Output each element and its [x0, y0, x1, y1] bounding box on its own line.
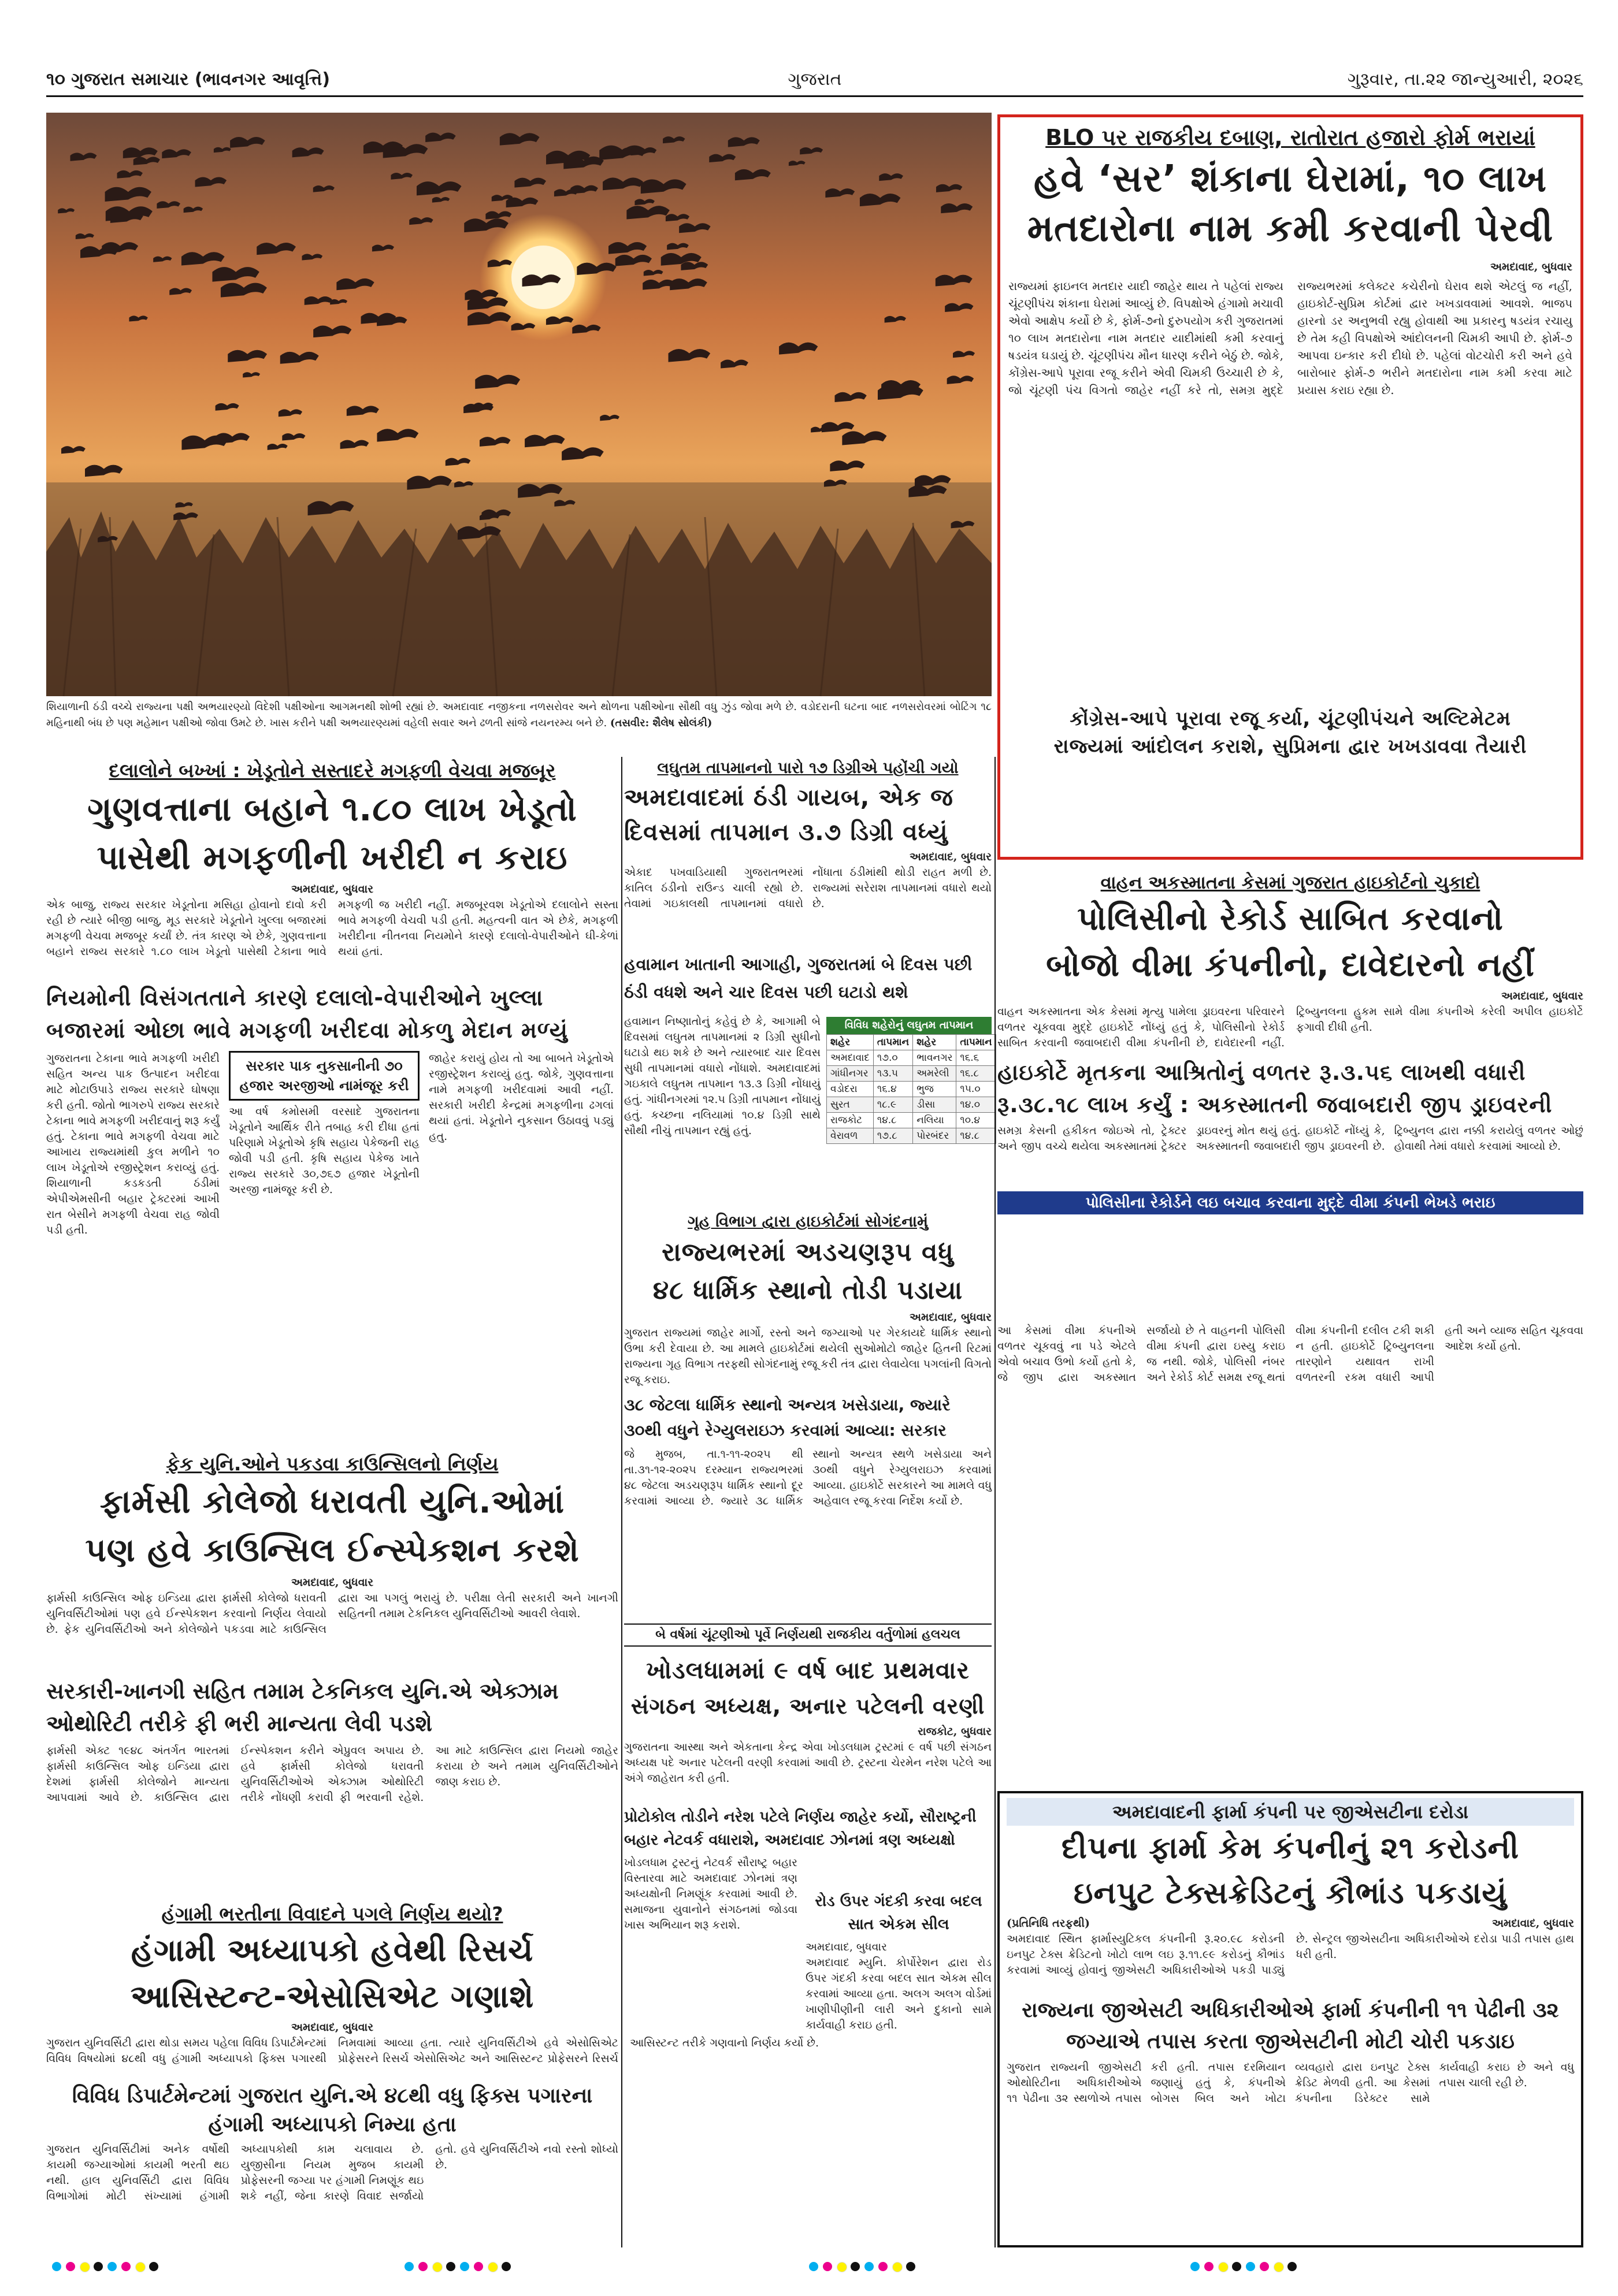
registration-dot [418, 2262, 428, 2271]
temperature-table-row [827, 1050, 996, 1066]
temperature-kicker: લઘુતમ તાપમાનનો પારો ૧૭ ડિગ્રીએ પહોંચી ગયો [657, 759, 959, 777]
registration-dot [1287, 2262, 1297, 2271]
gst-body: અમદાવાદ સ્થિત ફાર્માસ્યુટિકલ કંપનીની રૂ.૨૦.૯૮ કરોડની ઇનપુટ ટેક્સ ક્રેડિટનો ખોટો લાભ લઇ રૂ.૧૧.૯૯ કરોડનું કૌભાંડ કરવામાં આવ્યું હોવાનું જીએસટી અધિકારીઓએ પકડી પાડ્યું છે. સેન્ટ્રલ જીએસટીના અધિકારીઓએ દરોડા પાડી તપાસ હાથ ધરી હતી. [1007, 1933, 1574, 1977]
pharmacy-headline-line2: પણ હવે કાઉન્સિલ ઈન્સ્પેકશન કરશે [85, 1532, 580, 1569]
blo-headline-line1: હવે ‘સર’ શંકાના ઘેરામાં, ૧૦ લાખ [1033, 158, 1548, 200]
professor-article [46, 1901, 819, 2247]
temperature-table-grid [826, 1034, 996, 1144]
groundnut-subhead: નિયમોની વિસંગતતાને કારણે દલાલો-વેપારીઓને ખુલ્લા બજારમાં ઓછા ભાવે મગફળી ખરીદવા મોકળુ મેદાન મળ્યું [46, 985, 568, 1043]
khodaldham-article [624, 1652, 992, 2230]
blo-body: રાજ્યમાં ફાઇનલ મતદાર યાદી જાહેર થાય તે પહેલાં રાજ્ય ચૂંટણીપંચ શંકાના ઘેરામાં આવ્યું છે. વિપક્ષોએ હંગામો મચાવી એવો આક્ષેપ કર્યો છે કે, ફોર્મ-૭નો દુરુપયોગ કરી ગુજરાતમાં ૧૦ લાખ મતદારોના નામ મતદાર યાદીમાંથી કમી કરવાનું ષડયંત્ર ઘડાયું છે. ચૂંટણીપંચ મૌન ધારણ કરીને બેઠું છે. જોકે, કોંગ્રેસ-આપે પૂરાવા રજૂ કરીને એવી ચિમકી ઉચ્ચારી છે કે, જો ચૂંટણી પંચ વિગતો જાહેર નહીં કરે તો, સમગ્ર મુદ્દે રાજ્યભરમાં કલેક્ટર કચેરીનો ઘેરાવ થશે એટલું જ નહીં, હાઇકોર્ટ-સુપ્રિમ કોર્ટમાં દ્વાર ખખડાવવામાં આવશે. ભાજપ હારનો ડર અનુભવી રહ્યુ હોવાથી આ પ્રકારનુ ષડયંત્ર રચાયુ છે તેમ કહી વિપક્ષોએ આંદોલનની ચિમકી આપી છે. ફોર્મ-૭ આપવા ઇન્કાર કરી દીધો છે. પહેલાં વોટચોરી કરી અને હવે બારોબાર ફોર્મ-૭ ભરીને મતદારોના નામ કમી કરવા માટે પ્રયાસ કરાઇ રહ્યા છે. [1008, 279, 1572, 397]
temperature-headline-line1: અમદાવાદમાં ઠંડી ગાયબ, એક જ [624, 783, 953, 811]
blo-kicker: BLO પર રાજકીય દબાણ, રાતોરાત હજારો ફોર્મ ભરાયાં [1045, 125, 1535, 150]
gst-subhead: રાજ્યના જીએસટી અધિકારીઓએ ફાર્મા કંપનીની ૧૧ પેઢીની ૩૨ જગ્યાએ તપાસ કરતા જીએસટીની મોટી ચોરી પકડાઇ [1022, 1998, 1559, 2053]
registration-dot [851, 2262, 860, 2271]
professor-headline-line2: આસિસ્ટન્ટ-એસોસિએટ ગણાશે [130, 1978, 535, 2015]
highcourt-subhead-line2: રૂ.૩૮.૧૮ લાખ કર્યું : અકસ્માતની જવાબદારી જીપ ડ્રાઇવરની [997, 1092, 1553, 1117]
groundnut-boxout [229, 1051, 420, 1340]
blo-banner-line2: રાજ્યમાં આંદોલન કરાશે, સુપ્રિમના દ્વાર ખખડાવવા તૈયારી [1053, 735, 1527, 758]
highcourt-headline-line1: પોલિસીનો રેકોર્ડ સાબિત કરવાનો [1077, 900, 1504, 938]
blo-headline-line2: મતદારોના નામ કમી કરવાની પેરવી [1027, 207, 1554, 250]
professor-dateline: અમદાવાદ, બુધવાર [291, 2021, 374, 2034]
highcourt-body: વાહન અકસ્માતના એક કેસમાં મૃત્યુ પામેલા ડ્રાઇવરના પરિવારને વળતર ચૂકવવા મુદ્દે હાઇકોર્ટે નોંધ્યું હતું કે, પોલિસીનો રેકોર્ડ સાબિત કરવાની જવાબદારી વીમા કંપનીની છે, દાવેદારની નહીં. ટ્રિબ્યુનલના હુકમ સામે વીમા કંપનીએ કરેલી અપીલ હાઇકોર્ટે ફગાવી દીધી હતી. [997, 1005, 1583, 1049]
religious-body: ગુજરાત રાજ્યમાં જાહેર માર્ગો, રસ્તો અને જગ્યાઓ પર ગેરકાયદે ધાર્મિક સ્થાનો ઉભા કરી દેવાયા છે. આ મામલે હાઇકોર્ટમાં થયેલી સુઓમોટો જાહેર હિતની રિટમાં રાજ્યના ગૃહ વિભાગ તરફથી સોગંદનામું રજૂ કરી તંત્ર દ્વારા લેવાયેલા પગલાંની વિગતો રજૂ કરાઇ. [624, 1327, 992, 1386]
temperature-cell: ૧૪.૦ [956, 1097, 996, 1113]
table-header-cell: તાપમાન [873, 1035, 912, 1050]
khodaldham-boxout [806, 1855, 992, 2138]
temperature-cell: ૧૬.૪ [873, 1082, 912, 1097]
temperature-cell: ૧૭.૮ [873, 1128, 912, 1144]
temperature-body: એકાદ પખવાડિયાથી ગુજરાતભરમાં કાતિલ ઠંડીનો રાઉન્ડ ચાલી રહ્યો છે. તેવામાં ગઇકાલથી તાપમાનમાં વધારો નોંધાતા ઠંડીમાંથી થોડી રાહત મળી છે. રાજ્યમાં સરેરાશ તાપમાનમાં વધારો થયો છે. [624, 866, 992, 910]
groundnut-boxout-title: સરકાર પાક નુકસાનીની ૭૦ હજાર અરજીઓ નામંજૂર કરી [229, 1051, 420, 1101]
registration-dot [1260, 2262, 1269, 2271]
registration-dot [80, 2262, 90, 2272]
city-cell: વેરાવળ [827, 1128, 874, 1144]
registration-dot [446, 2262, 455, 2271]
khodaldham-body: ગુજરાતના આસ્થા અને એકતાના કેન્દ્ર એવા ખોડલધામ ટ્રસ્ટમાં ૯ વર્ષ પછી સંગઠન અધ્યક્ષ પદે અનાર પટેલની વરણી કરવામાં આવી છે. ટ્રસ્ટના ચેરમેન નરેશ પટેલે આ અંગે જાહેરાત કરી હતી. [624, 1741, 992, 1785]
highcourt-body-2: સમગ્ર કેસની હકીકત જોઇએ તો, ટ્રેક્ટર અને જીપ વચ્ચે થયેલા અકસ્માતમાં ટ્રેક્ટર ડ્રાઇવરનું મોત થયું હતું. હાઇકોર્ટે નોંધ્યું કે, અકસ્માતની જવાબદારી જીપ ડ્રાઇવરની છે. ટ્રિબ્યુનલ દ્વારા નક્કી કરાયેલું વળતર ઓછું હોવાથી તેમાં વધારો કરવામાં આવ્યો છે. [997, 1124, 1583, 1153]
photo-caption [46, 699, 992, 751]
city-cell: અમદાવાદ [827, 1050, 874, 1066]
registration-dot [404, 2262, 414, 2271]
temperature-table-row [827, 1082, 996, 1097]
groundnut-headline-line1: ગુણવત્તાના બહાને ૧.૮૦ લાખ ખેડૂતો [87, 789, 577, 829]
professor-kicker: હંગામી ભરતીના વિવાદને પગલે નિર્ણય થયો? [161, 1903, 503, 1925]
registration-dot [52, 2262, 61, 2271]
temperature-cell: ૧૪.૮ [873, 1113, 912, 1128]
pharmacy-body: ફાર્મસી કાઉન્સિલ ઓફ ઇન્ડિયા દ્વારા ફાર્મસી કોલેજો ધરાવતી યુનિવર્સિટીઓમાં પણ હવે ઈન્સ્પેકશન કરવાનો નિર્ણય લેવાયો છે. ફેક યુનિવર્સિટીઓ અને કોલેજોને પકડવા માટે કાઉન્સિલ દ્વારા આ પગલું ભરાયું છે. પરીક્ષા લેતી સરકારી અને ખાનગી સહિતની તમામ ટેકનિકલ યુનિવર્સિટીઓ આવરી લેવાશે. [46, 1592, 618, 1636]
temperature-cell: ૧૭.૦ [873, 1050, 912, 1066]
masthead-section: ગુજરાત [788, 69, 842, 90]
photo-caption-text: શિયાળાની ઠંડી વચ્ચે રાજ્યના પક્ષી અભયારણ્યો વિદેશી પક્ષીઓના આગમનથી શોભી રહ્યાં છે. અમદાવાદ નજીકના નળસરોવર અને થોળના પક્ષીઓના સૌથી વધુ ઝુંડ જોવા મળે છે. વડોદરાની ઘટના બાદ નળસરોવરમાં બોટિંગ ૧૮ મહિનાથી બંધ છે પણ મહેમાન પક્ષીઓ જોવા ઉમટે છે. ખાસ કરીને પક્ષી અભયારણ્યમાં વહેલી સવાર અને ઢળતી સાંજે નયનરમ્ય બને છે. [46, 701, 992, 729]
registration-dot [107, 2262, 117, 2271]
temperature-cell: ૧૫.૦ [956, 1082, 996, 1097]
registration-dot [149, 2262, 158, 2271]
temperature-subhead: હવામાન ખાતાની આગાહી, ગુજરાતમાં બે દિવસ પછી ઠંડી વધશે અને ચાર દિવસ પછી ઘટાડો થશે [624, 954, 973, 1002]
city-cell: ભુજ [913, 1082, 956, 1097]
temperature-headline-line2: દિવસમાં તાપમાન ૩.૭ ડિગ્રી વધ્યું [624, 818, 948, 846]
political-strip [624, 1623, 992, 1647]
blo-banner-line1: કોંગ્રેસ-આપે પૂરાવા રજૂ કર્યા, ચૂંટણીપંચને અલ્ટિમેટમ [1070, 707, 1511, 730]
religious-body-2: જે મુજબ, તા.૧-૧૧-૨૦૨૫ થી તા.૩૧-૧૨-૨૦૨૫ દરમ્યાન રાજ્યભરમાં ૪૮ જેટલા અડચણરૂપ ધાર્મિક સ્થાનો દૂર કરવામાં આવ્યા છે. જ્યારે ૩૮ ધાર્મિક સ્થાનો અન્યત્ર સ્થળે ખસેડાયા અને ૩૦થી વધુને રેગ્યુલરાઇઝ કરવામાં આવ્યા. હાઇકોર્ટે સરકારને આ મામલે વધુ અહેવાલ રજૂ કરવા નિર્દેશ કર્યો છે. [624, 1448, 992, 1507]
registration-dot [432, 2262, 443, 2272]
khodaldham-body-2: ખોડલધામ ટ્રસ્ટનું નેટવર્ક સૌરાષ્ટ્ર બહાર વિસ્તારવા માટે અમદાવાદ ઝોનમાં ત્રણ અધ્યક્ષોની નિમણૂંક કરવામાં આવી છે. સમાજના યુવાનોને સંગઠનમાં જોડવા ખાસ અભિયાન શરૂ કરાશે. [624, 1856, 797, 1931]
temperature-table-row [827, 1128, 996, 1144]
gst-kicker: અમદાવાદની ફાર્મા કંપની પર જીએસટીના દરોડા [1112, 1801, 1469, 1823]
city-cell: પોરબંદર [913, 1128, 956, 1144]
registration-dot [66, 2262, 75, 2271]
temperature-article [624, 757, 992, 948]
table-header-cell: તાપમાન [956, 1035, 996, 1050]
registration-dot [1218, 2262, 1229, 2272]
masthead-rule [46, 95, 1583, 97]
temperature-table-row [827, 1097, 996, 1113]
highcourt-subhead-line1: હાઇકોર્ટે મૃતકના આશ્રિતોનું વળતર રૂ.૩.૫૬ લાખથી વધારી [997, 1060, 1526, 1085]
religious-dateline: અમદાવાદ, બુધવાર [909, 1311, 992, 1324]
religious-subhead: ૩૮ જેટલા ધાર્મિક સ્થાનો અન્યત્ર ખસેડાયા, જ્યારે ૩૦થી વધુને રેગ્યુલરાઇઝ કરવામાં આવ્યા: સરકાર [624, 1395, 951, 1440]
temperature-cell: ૧૪.૮ [956, 1128, 996, 1144]
temperature-table [826, 1017, 992, 1208]
professor-subhead: વિવિધ ડિપાર્ટમેન્ટમાં ગુજરાત યુનિ.એ ૪૮થી વધુ ફિક્સ પગારના હંગામી અધ્યાપકો નિમ્યા હતા [72, 2084, 593, 2137]
gst-dateline: અમદાવાદ, બુધવાર [1491, 1917, 1574, 1930]
highcourt-headline-line2: બોજો વીમા કંપનીનો, દાવેદારનો નહીં [1046, 946, 1535, 984]
flamingo-photo [46, 113, 992, 696]
gst-byline: (પ્રતિનિધિ તરફથી) [1007, 1917, 1090, 1930]
registration-dot [906, 2262, 915, 2271]
city-cell: ડીસા [913, 1097, 956, 1113]
groundnut-body: એક બાજુ, રાજ્ય સરકાર ખેડૂતોના મસિહા હોવાનો દાવો કરી રહી છે ત્યારે બીજી બાજુ, મૂડ સરકારે ખેડૂતોને ખુલ્લા બજારમાં મગફળી વેચવા મજબૂર કર્યાં છે. તંત્ર કારણ એ છેકે, ગુણવત્તાના બહાને રાજ્ય સરકારે ૧.૮૦ લાખ ખેડૂતો પાસેથી ટેકાના ભાવે મગફળી જ ખરીદી નહીં. મજબૂરવશ ખેડૂતોએ દલાલોને સસ્તા ભાવે મગફળી વેચવી પડી હતી. મહત્વની વાત એ છેકે, મગફળી ખરીદીના નીતનવા નિયમોને કારણે દલાલો-વેપારીઓને ઘી-કેળાં થયાં હતાં. [46, 898, 618, 958]
highcourt-strip [997, 1191, 1583, 1214]
gst-article [997, 1791, 1583, 2247]
gst-body-2: ગુજરાત રાજ્યની જીએસટી ઓથોરિટીના અધિકારીઓએ ૧૧ પેઢીના ૩૨ સ્થળોએ તપાસ કરી હતી. તપાસ દરમિયાન જણાયું હતું કે, કંપનીએ બોગસ બિલ અને ખોટા વ્યવહારો દ્વારા ઇનપુટ ટેક્સ ક્રેડિટ મેળવી હતી. આ કેસમાં કંપનીના ડિરેક્ટર સામે કાર્યવાહી કરાઇ છે અને વધુ તપાસ ચાલી રહી છે. [1007, 2061, 1574, 2105]
groundnut-headline-line2: પાસેથી મગફળીની ખરીદી ન કરાઇ [97, 838, 568, 877]
highcourt-kicker: વાહન અકસ્માતના કેસમાં ગુજરાત હાઇકોર્ટનો ચુકાદો [1100, 872, 1480, 893]
registration-dot [460, 2262, 469, 2271]
pharmacy-dateline: અમદાવાદ, બુધવાર [291, 1576, 374, 1589]
masthead-left: ૧૦ ગુજરાત સમાચાર (ભાવનગર આવૃત્તિ) [46, 69, 331, 90]
registration-dot [94, 2262, 103, 2271]
khodaldham-dateline: રાજકોટ, બુધવાર [918, 1725, 992, 1738]
temperature-dateline: અમદાવાદ, બુધવાર [909, 850, 992, 863]
gst-headline-line1: દીપના ફાર્મા કેમ કંપનીનું ૨૧ કરોડની [1061, 1831, 1519, 1866]
groundnut-article [46, 757, 618, 1444]
highcourt-dateline: અમદાવાદ, બુધવાર [1501, 990, 1583, 1002]
groundnut-boxout-body: આ વર્ષ કમોસમી વરસાદે ગુજરાતના ખેડૂતોને આર્થિક રીતે તબાહ કરી દીધા હતાં પરિણામે ખેડૂતોએ કૃષિ સહાય પેકેજની રાહ જોવી પડી હતી. કૃષિ સહાય પેકેજ ખાતે રાજ્ય સરકારે ૩૦,૭૬૭ હજાર ખેડૂતોની અરજી નામંજૂર કરી છે. [229, 1105, 420, 1196]
column-rule [621, 757, 622, 2247]
khodaldham-subhead: પ્રોટોકોલ તોડીને નરેશ પટેલે નિર્ણય જાહેર કર્યો, સૌરાષ્ટ્રની બહાર નેટવર્ક વધારાશે, અમદાવાદ ઝોનમાં ત્રણ અધ્યક્ષો [624, 1808, 977, 1849]
temperature-cell: ૧૬.૬ [956, 1050, 996, 1066]
khodaldham-boxout-body: અમદાવાદ, બુધવાર અમદાવાદ મ્યુનિ. કોર્પોરેશન દ્વારા રોડ ઉપર ગંદકી કરવા બદલ સાત એકમ સીલ કરવામાં આવ્યા હતા. અલગ અલગ વોર્ડમાં ખાણીપીણીની લારી અને દુકાનો સામે કાર્યવાહી કરાઇ હતી. [806, 1941, 992, 2031]
highcourt-strip-text: પોલિસીના રેકોર્ડને લઇ બચાવ કરવાના મુદ્દે વીમા કંપની ભેખડે ભરાઇ [1085, 1194, 1495, 1212]
registration-dot [502, 2262, 511, 2271]
column-rule [994, 757, 996, 2247]
groundnut-body-3: જાહેર કરાયું હોય તો આ બાબતે ખેડૂતોએ રજીસ્ટ્રેશન કરાવ્યું હતુ. જોકે, ગુણવત્તાના નામે મગફળી ખરીદવામાં આવી નહીં. સરકારી ખરીદી કેન્દ્રમાં મગફળીના ઢગલાં થયાં હતાં. ખેડૂતોને નુકસાન ઉઠાવવું પડ્યું હતુ. [429, 1052, 614, 1143]
pharmacy-kicker: ફેક યુનિ.ઓને પકડવા કાઉન્સિલનો નિર્ણય [166, 1452, 499, 1475]
registration-dot [488, 2262, 498, 2272]
registration-dot [135, 2262, 146, 2272]
khodaldham-headline-line2: સંગઠન અધ્યક્ષ, અનાર પટેલની વરણી [630, 1693, 985, 1719]
temperature-table-row [827, 1066, 996, 1082]
city-cell: અમરેલી [913, 1066, 956, 1082]
religious-article [624, 1210, 992, 1621]
temperature-table-header [827, 1035, 996, 1050]
blo-article [997, 114, 1583, 860]
registration-dot [1232, 2262, 1241, 2271]
gst-headline-line2: ઇનપુટ ટેક્સક્રેડિટનું કૌભાંડ પકડાયું [1074, 1876, 1507, 1911]
religious-kicker: ગૃહ વિભાગ દ્વારા હાઇકોર્ટમાં સોગંદનામું [687, 1213, 929, 1231]
pharmacy-subhead: સરકારી-ખાનગી સહિત તમામ ટેકનિકલ યુનિ.એ એક્ઝામ ઓથોરિટી તરીકે ફી ભરી માન્યતા લેવી પડશે [46, 1678, 559, 1736]
temperature-cell: ૧૮.૯ [873, 1097, 912, 1113]
registration-dot [121, 2262, 131, 2271]
gst-kicker-band [1007, 1798, 1574, 1826]
city-cell: નલિયા [913, 1113, 956, 1128]
registration-dot [864, 2262, 874, 2271]
registration-dot [823, 2262, 832, 2271]
registration-dot [1274, 2262, 1284, 2272]
khodaldham-headline-line1: ખોડલધામમાં ૯ વર્ષ બાદ પ્રથમવાર [646, 1656, 970, 1684]
professor-body: ગુજરાત યુનિવર્સિટી દ્વારા થોડા સમય પહેલા વિવિધ ડિપાર્ટમેન્ટમાં વિવિધ વિષયોમાં ૪૮થી વધુ હંગામી અધ્યાપકો ફિક્સ પગારથી નિમવામાં આવ્યા હતા. ત્યારે યુનિવર્સિટીએ હવે એસોસિએટ પ્રોફેસરને રિસર્ચ એસોસિએટ અને આસિસ્ટન્ટ પ્રોફેસરને રિસર્ચ આસિસ્ટન્ટ તરીકે ગણવાનો નિર્ણય કર્યો છે. [46, 2037, 819, 2065]
pharmacy-article [46, 1450, 618, 1895]
photo-credit: (તસવીર: શૈલેષ સોલંકી) [610, 717, 712, 729]
professor-body-2: ગુજરાત યુનિવર્સિટીમાં અનેક વર્ષોથી કાયમી જગ્યાઓમાં કાયમી ભરતી થઇ નથી. હાલ યુનિવર્સિટી દ્વારા વિવિધ વિભાગોમાં મોટી સંખ્યામાં હંગામી અધ્યાપકોથી કામ ચલાવાય છે. યુજીસીના નિયમ મુજબ કાયમી પ્રોફેસરની જગ્યા પર હંગામી નિમણૂંક થઇ શકે નહીં, જેના કારણે વિવાદ સર્જાયો હતો. હવે યુનિવર્સિટીએ નવો રસ્તો શોધ્યો છે. [46, 2143, 618, 2202]
temperature-cell: ૧૦.૪ [956, 1113, 996, 1128]
city-cell: સુરત [827, 1097, 874, 1113]
registration-dot [1204, 2262, 1214, 2271]
professor-headline-line1: હંગામી અધ્યાપકો હવેથી રિસર્ચ [131, 1932, 534, 1968]
temperature-table-row [827, 1113, 996, 1128]
temperature-cell: ૧૩.૫ [873, 1066, 912, 1082]
city-cell: વડોદરા [827, 1082, 874, 1097]
registration-dot [474, 2262, 483, 2271]
city-cell: રાજકોટ [827, 1113, 874, 1128]
flamingo-image [46, 113, 992, 696]
temperature-table-title: વિવિધ શહેરોનું લઘુતમ તાપમાન [826, 1017, 992, 1034]
pharmacy-headline-line1: ફાર્મસી કોલેજો ધરાવતી યુનિ.ઓમાં [99, 1483, 565, 1521]
groundnut-kicker: દલાલોને બખ્ખાં : ખેડૂતોને સસ્તાદરે મગફળી વેચવા મજબૂર [109, 759, 556, 782]
city-cell: ગાંધીનગર [827, 1066, 874, 1082]
groundnut-body-2: ગુજરાતના ટેકાના ભાવે મગફળી ખરીદી સહિત અન્ય પાક ઉત્પાદન ખરીદવા માટે મોટાઉપાડે રાજ્ય સરકારે ઘોષણા કરી હતી. જોતો ભાગરુપે રાજ્ય સરકારે ટેકાના ભાવે મગફળી ખરીદવાનું શરૂ કર્યું હતું. ટેકાના ભાવે મગફળી વેચવા માટે આખાય રાજ્યમાંથી કુલ મળીને ૧૦ લાખ ખેડૂતોએ રજીસ્ટ્રેશન કરાવ્યું હતું. શિયાળાની કડકડતી ઠંડીમાં એપીએમસીની બહાર ટ્રેક્ટરમાં આખી રાત બેસીને મગફળી વેચવા રાહ જોવી પડી હતી. [46, 1052, 220, 1236]
city-cell: ભાવનગર [913, 1050, 956, 1066]
registration-dot [1190, 2262, 1200, 2271]
pharmacy-body-2: ફાર્મસી એક્ટ ૧૯૪૮ અંતર્ગત ભારતમાં ફાર્મસી કાઉન્સિલ ઓફ ઇન્ડિયા દ્વારા દેશમાં ફાર્મસી કોલેજોને માન્યતા આપવામાં આવે છે. કાઉન્સિલ દ્વારા ઈન્સ્પેકશન કરીને એપ્રુવલ અપાય છે. હવે ફાર્મસી કોલેજો ધરાવતી યુનિવર્સિટીઓએ એક્ઝામ ઓથોરિટી તરીકે નોંધણી કરાવી ફી ભરવાની રહેશે. આ માટે કાઉન્સિલ દ્વારા નિયમો જાહેર કરાયા છે અને તમામ યુનિવર્સિટીઓને જાણ કરાઇ છે. [46, 1744, 618, 1804]
registration-dot [878, 2262, 888, 2271]
registration-dot [809, 2262, 818, 2271]
temperature-body-2: હવામાન નિષ્ણાતોનું કહેવું છે કે, આગામી બે દિવસમાં લઘુતમ તાપમાનમાં ૨ ડિગ્રી સુધીનો ઘટાડો થઇ શકે છે અને ત્યારબાદ ચાર દિવસ સુધી તાપમાનમાં વધારો નોંધાશે. અમદાવાદમાં ગઇકાલે લઘુતમ તાપમાન ૧૩.૩ ડિગ્રી નોંધાયું હતું. ગાંધીનગરમાં ૧૨.૫ ડિગ્રી તાપમાન નોંધાયું હતું. કચ્છના નલિયામાં ૧૦.૪ ડિગ્રી સાથે સૌથી નીચું તાપમાન રહ્યું હતું. [624, 1015, 821, 1137]
table-header-cell: શહેર [913, 1035, 956, 1050]
blo-dateline: અમદાવાદ, બુધવાર [1490, 261, 1572, 273]
temperature-cell: ૧૬.૮ [956, 1066, 996, 1082]
political-strip-text: બે વર્ષમાં ચૂંટણીઓ પૂર્વે નિર્ણયથી રાજકીય વર્તુળોમાં હલચલ [655, 1628, 960, 1642]
groundnut-dateline: અમદાવાદ, બુધવાર [291, 883, 374, 896]
registration-dot [837, 2262, 847, 2272]
religious-headline-line1: રાજ્યભરમાં અડચણરૂપ વધુ [662, 1238, 954, 1267]
registration-dot [1246, 2262, 1255, 2271]
masthead-date: ગુરૂવાર, તા.૨૨ જાન્યુઆરી, ૨૦૨૬ [1347, 69, 1583, 90]
religious-headline-line2: ૪૮ ધાર્મિક સ્થાનો તોડી પડાયા [652, 1276, 963, 1305]
khodaldham-boxout-title: રોડ ઉપર ગંદકી કરવા બદલ સાત એકમ સીલ [815, 1893, 982, 1933]
registration-dot [892, 2262, 903, 2272]
highcourt-article [997, 870, 1583, 1320]
table-header-cell: શહેર [827, 1035, 874, 1050]
highcourt-body-3: આ કેસમાં વીમા કંપનીએ વળતર ચૂકવવું ના પડે એટલે એવો બચાવ ઉભો કર્યો હતો કે, જે જીપ દ્વારા અકસ્માત સર્જાયો છે તે વાહનની પોલિસી વીમા કંપની દ્વારા ઇસ્યુ કરાઇ જ નથી. જોકે, પોલિસી નંબર અને રેકોર્ડ કોર્ટ સમક્ષ રજૂ થતાં વીમા કંપનીની દલીલ ટકી શકી ન હતી. હાઇકોર્ટે ટ્રિબ્યુનલના તારણોને યથાવત રાખી વળતરની રકમ વધારી આપી હતી અને વ્યાજ સહિત ચૂકવવા આદેશ કર્યો હતો. [997, 1324, 1583, 1384]
